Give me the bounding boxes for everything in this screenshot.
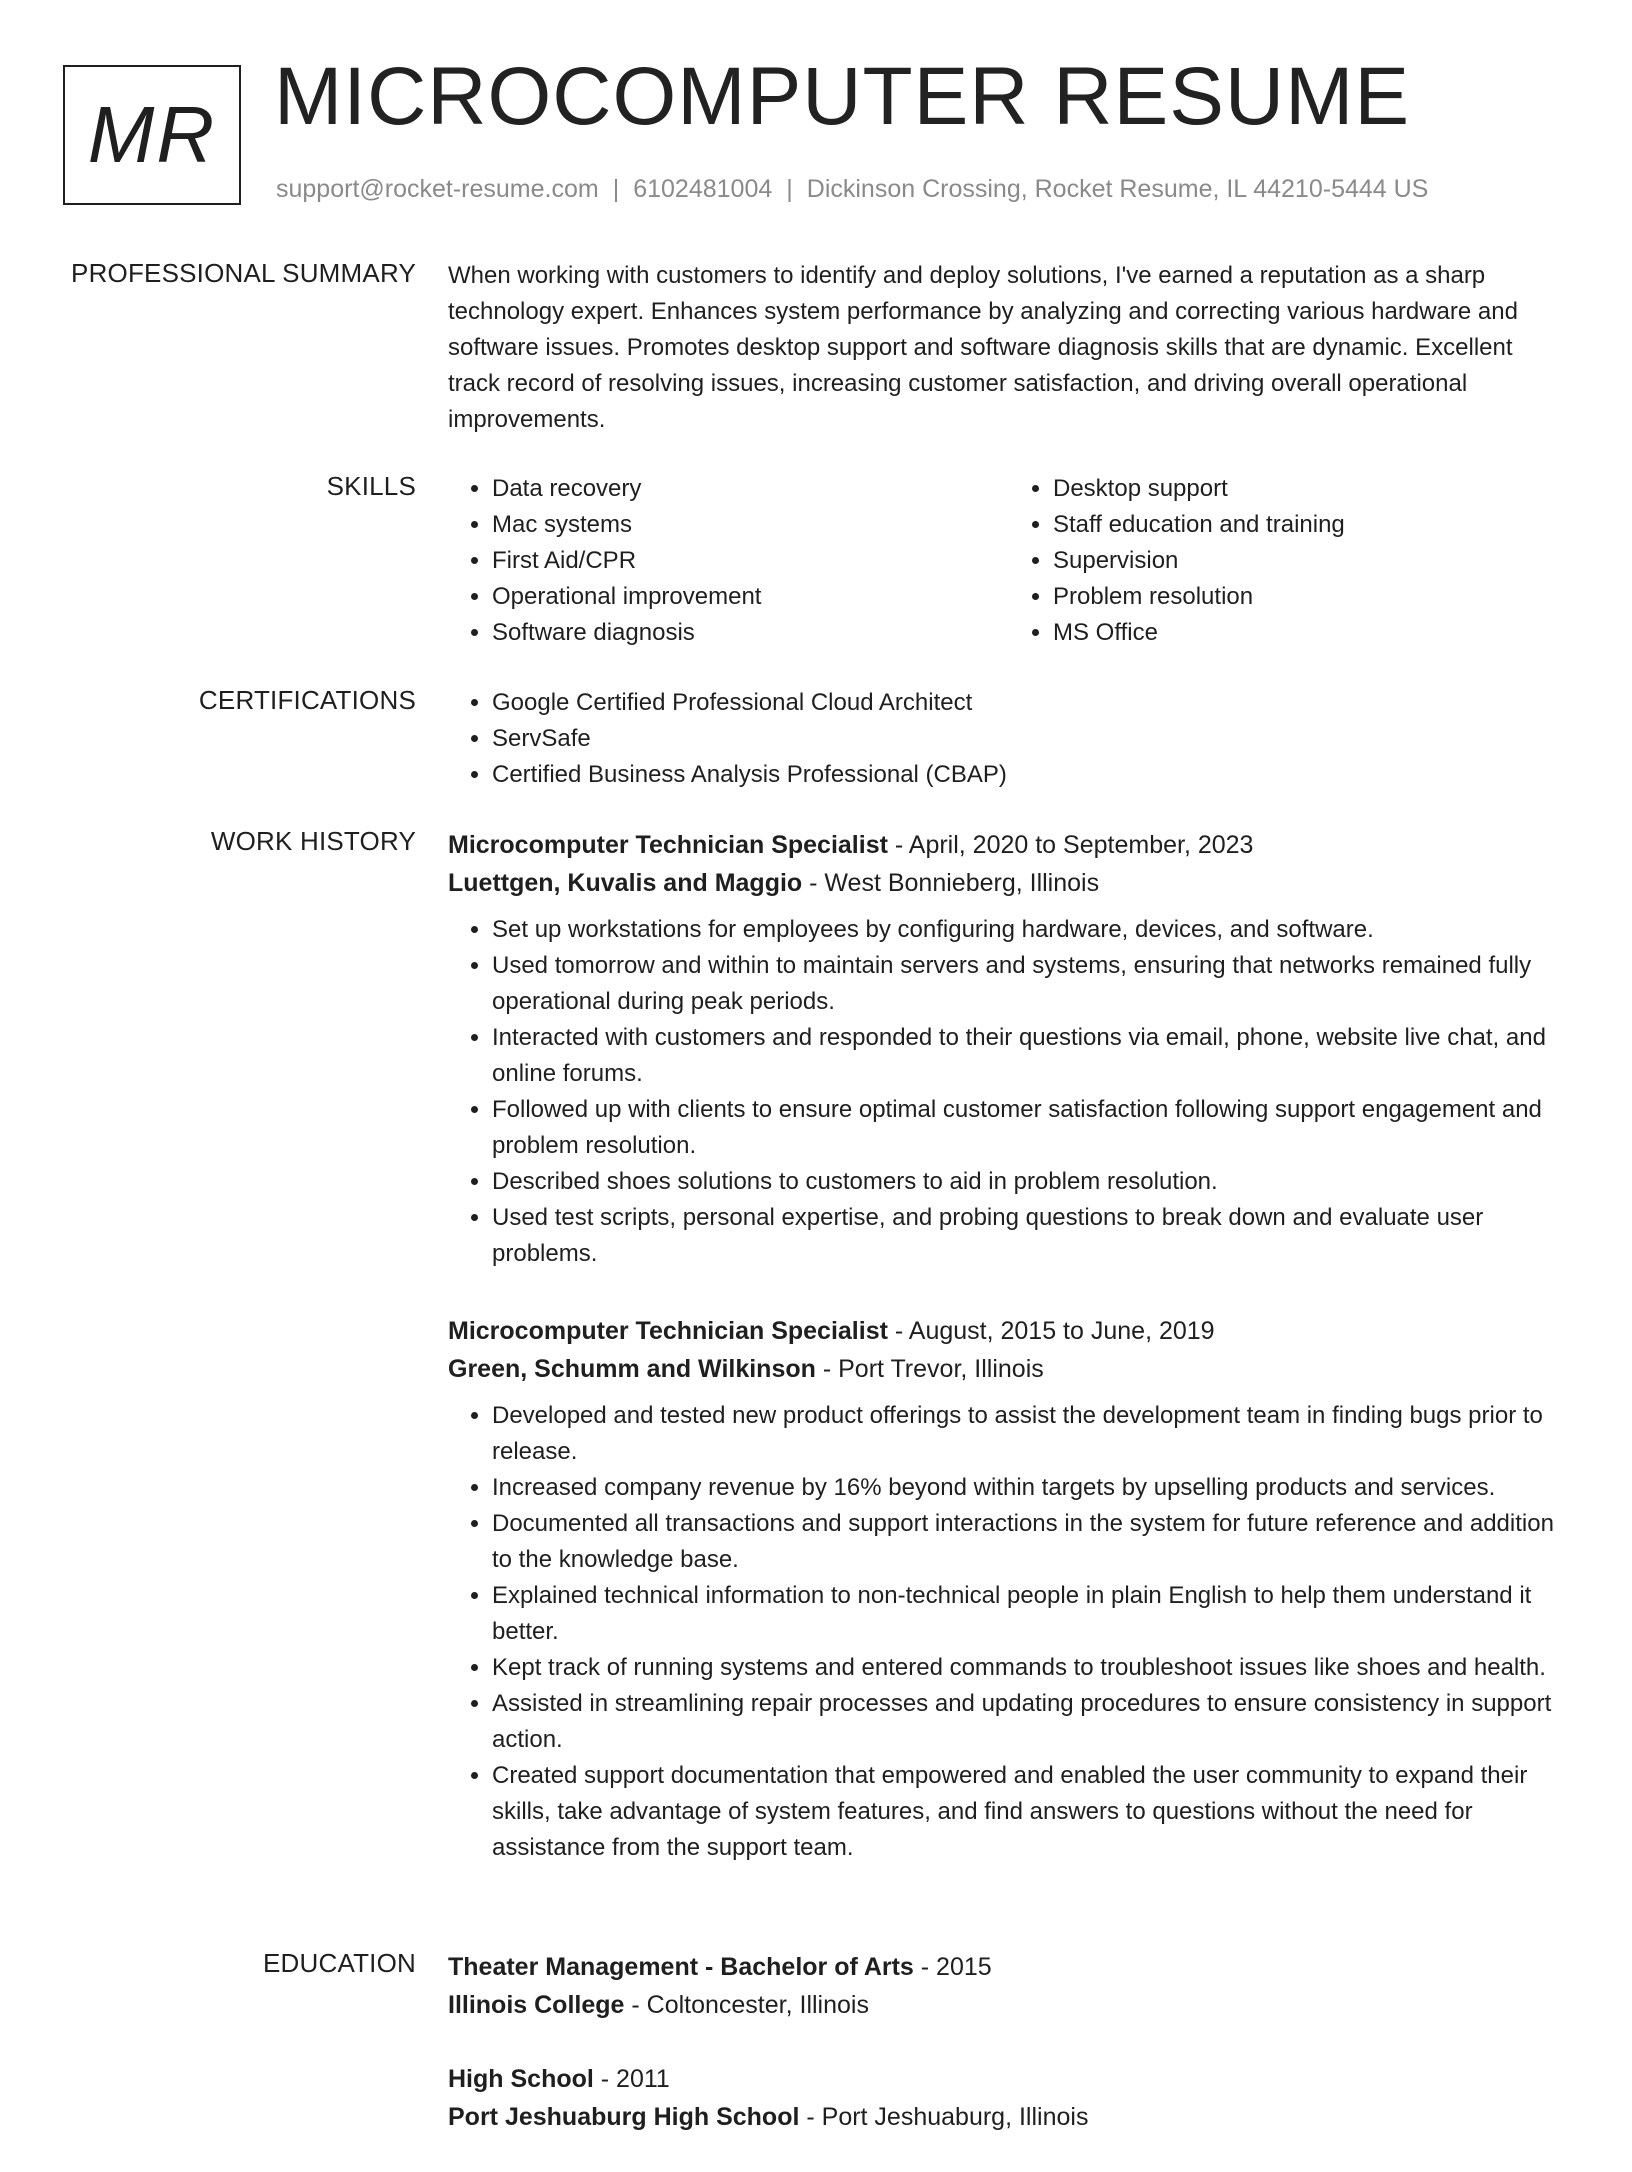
skills-list-left bbox=[448, 471, 1009, 651]
contact-phone[interactable]: 6102481004 bbox=[633, 175, 773, 203]
job-bullet: • Created support documentation that empowered and enabled the user community to expand their skills, take advantage of system features, and find answers to questions without the need for assistance from the support team. bbox=[492, 1758, 1570, 1866]
contact-email[interactable]: support@rocket-resume.com bbox=[276, 175, 599, 203]
education-degree-line bbox=[448, 1948, 1570, 1986]
work-history-body bbox=[448, 826, 1570, 1906]
contact-address: Dickinson Crossing, Rocket Resume, IL 44210-5444 US bbox=[806, 175, 1429, 203]
summary-text: When working with customers to identify and deploy solutions, I've earned a reputation as a sharp technology expert. Enhances system performance by analyzing and correcting various hardware and software issues. Promotes desktop support and software diagnosis skills that are dynamic. Excellent track record of resolving issues, increasing customer satisfaction, and driving overall operational improvements. bbox=[448, 262, 1518, 433]
job-bullet: • Used test scripts, personal expertise, and probing questions to break down and evaluate user problems. bbox=[492, 1200, 1570, 1272]
education-school-line bbox=[448, 1986, 1570, 2024]
job-bullet: • Assisted in streamlining repair processes and updating procedures to ensure consistency in support action. bbox=[492, 1686, 1570, 1758]
skill-item: • Data recovery bbox=[492, 471, 1009, 507]
skills-list-right bbox=[1009, 471, 1570, 651]
job-bullet: • Increased company revenue by 16% beyond within targets by upselling products and services. bbox=[492, 1470, 1570, 1506]
certifications-list bbox=[448, 685, 1570, 793]
education-degree: High School bbox=[448, 2065, 594, 2093]
job-entry bbox=[448, 826, 1570, 1272]
resume-name: MICROCOMPUTER RESUME bbox=[274, 51, 1411, 142]
education-entry bbox=[448, 1948, 1570, 2024]
job-bullets bbox=[448, 1398, 1570, 1866]
skill-item: • Software diagnosis bbox=[492, 615, 1009, 651]
certification-item: • Google Certified Professional Cloud Architect bbox=[492, 685, 1570, 721]
summary-body bbox=[448, 258, 1570, 438]
job-bullet: • Explained technical information to non-technical people in plain English to help them understand it better. bbox=[492, 1578, 1570, 1650]
job-bullet: • Documented all transactions and support interactions in the system for future reference and addition to the knowledge base. bbox=[492, 1506, 1570, 1578]
section-title-skills: SKILLS bbox=[326, 471, 416, 501]
education-degree-line bbox=[448, 2060, 1570, 2098]
job-bullet: • Kept track of running systems and entered commands to troubleshoot issues like shoes and health. bbox=[492, 1650, 1570, 1686]
education-year: - 2015 bbox=[913, 1953, 992, 1981]
resume-header bbox=[0, 0, 1632, 240]
job-bullets bbox=[448, 912, 1570, 1272]
certification-item: • ServSafe bbox=[492, 721, 1570, 757]
section-title-summary: PROFESSIONAL SUMMARY bbox=[71, 258, 416, 288]
job-dates: - August, 2015 to June, 2019 bbox=[887, 1317, 1215, 1345]
job-location: - West Bonnieberg, Illinois bbox=[802, 869, 1100, 897]
job-bullet: • Used tomorrow and within to maintain servers and systems, ensuring that networks remained fully operational during peak periods. bbox=[492, 948, 1570, 1020]
job-entry bbox=[448, 1312, 1570, 1866]
job-bullet: • Set up workstations for employees by configuring hardware, devices, and software. bbox=[492, 912, 1570, 948]
skill-item: • Problem resolution bbox=[1053, 579, 1570, 615]
section-title-work-history: WORK HISTORY bbox=[210, 826, 416, 856]
education-location: - Port Jeshuaburg, Illinois bbox=[799, 2103, 1089, 2131]
skill-item: • Staff education and training bbox=[1053, 507, 1570, 543]
education-school: Illinois College bbox=[448, 1991, 625, 2019]
certifications-body bbox=[448, 685, 1570, 793]
job-bullet: • Described shoes solutions to customers to aid in problem resolution. bbox=[492, 1164, 1570, 1200]
education-entry bbox=[448, 2060, 1570, 2136]
contact-separator: | bbox=[612, 175, 620, 203]
skill-item: • Supervision bbox=[1053, 543, 1570, 579]
section-title-certifications: CERTIFICATIONS bbox=[198, 685, 416, 715]
job-bullet: • Developed and tested new product offerings to assist the development team in finding bugs prior to release. bbox=[492, 1398, 1570, 1470]
education-year: - 2011 bbox=[593, 2065, 670, 2093]
monogram-box bbox=[63, 65, 241, 205]
job-company: Green, Schumm and Wilkinson bbox=[448, 1355, 816, 1383]
skill-item: • First Aid/CPR bbox=[492, 543, 1009, 579]
skill-item: • MS Office bbox=[1053, 615, 1570, 651]
job-company-line bbox=[448, 864, 1570, 902]
job-company: Luettgen, Kuvalis and Maggio bbox=[448, 869, 803, 897]
job-location: - Port Trevor, Illinois bbox=[815, 1355, 1044, 1383]
skills-body bbox=[448, 471, 1570, 651]
certification-item: • Certified Business Analysis Professional (CBAP) bbox=[492, 757, 1570, 793]
education-location: - Coltoncester, Illinois bbox=[624, 1991, 869, 2019]
skill-item: • Desktop support bbox=[1053, 471, 1570, 507]
section-title-education: EDUCATION bbox=[263, 1948, 416, 1978]
job-bullet: • Followed up with clients to ensure optimal customer satisfaction following support engagement and problem resolution. bbox=[492, 1092, 1570, 1164]
job-bullet: • Interacted with customers and responded to their questions via email, phone, website live chat, and online forums. bbox=[492, 1020, 1570, 1092]
job-title-line bbox=[448, 826, 1570, 864]
monogram-initials: MR bbox=[87, 90, 217, 179]
job-company-line bbox=[448, 1350, 1570, 1388]
contact-separator: | bbox=[786, 175, 793, 203]
job-dates: - April, 2020 to September, 2023 bbox=[887, 831, 1254, 859]
job-role: Microcomputer Technician Specialist bbox=[448, 831, 888, 859]
job-role: Microcomputer Technician Specialist bbox=[448, 1317, 888, 1345]
skill-item: • Mac systems bbox=[492, 507, 1009, 543]
job-title-line bbox=[448, 1312, 1570, 1350]
education-body bbox=[448, 1948, 1570, 2172]
education-school: Port Jeshuaburg High School bbox=[448, 2103, 800, 2131]
skill-item: • Operational improvement bbox=[492, 579, 1009, 615]
education-degree: Theater Management - Bachelor of Arts bbox=[448, 1953, 914, 1981]
contact-line bbox=[276, 175, 1428, 204]
education-school-line bbox=[448, 2098, 1570, 2136]
